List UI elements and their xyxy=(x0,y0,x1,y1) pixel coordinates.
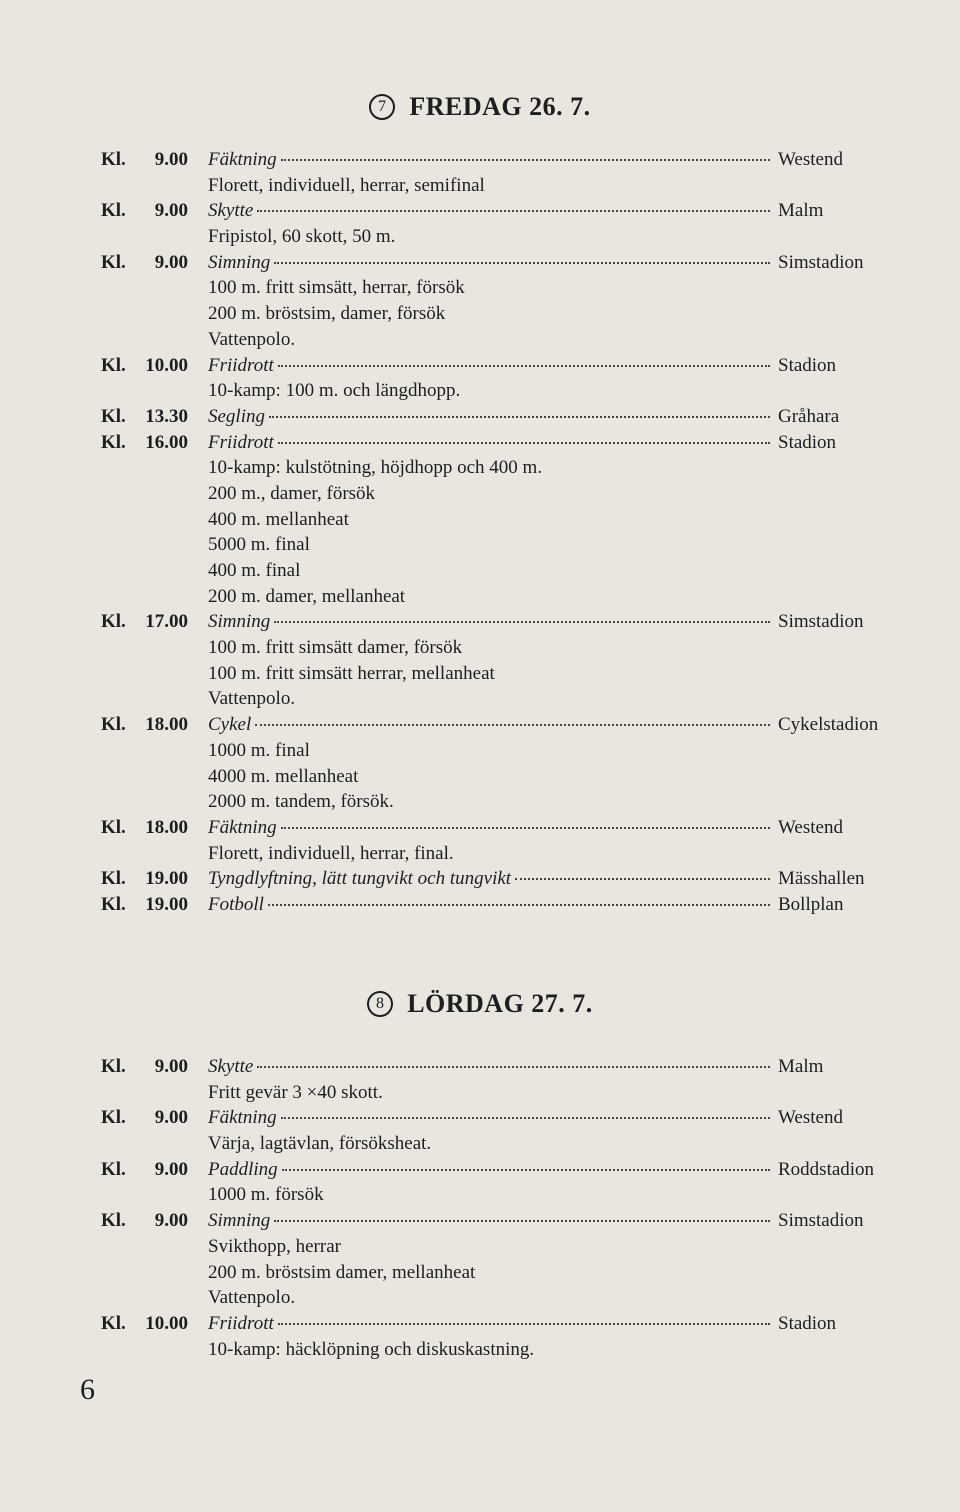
event-detail xyxy=(0,507,960,533)
venue-name: Bollplan xyxy=(778,893,844,915)
detail-text: Vattenpolo. xyxy=(208,1287,296,1309)
schedule-entry xyxy=(0,430,960,456)
venue-name: Simstadion xyxy=(778,611,864,633)
sport-line xyxy=(208,712,770,738)
event-detail xyxy=(0,481,960,507)
detail-text: Fritt gevär 3 ×40 skott. xyxy=(208,1081,383,1103)
sport-line xyxy=(208,430,770,456)
dot-leader xyxy=(274,1219,770,1222)
venue-name: Mässhallen xyxy=(778,868,865,890)
event-detail xyxy=(0,686,960,712)
dot-leader xyxy=(268,903,770,906)
event-time: 13.30 xyxy=(145,405,188,427)
event-detail xyxy=(0,789,960,815)
sport-line xyxy=(208,353,770,379)
venue-name: Malm xyxy=(778,1056,824,1077)
kl-label: Kl. xyxy=(101,1158,126,1180)
dot-leader xyxy=(282,1168,770,1171)
sport-name: Fäktning xyxy=(208,816,277,838)
detail-text: 400 m. final xyxy=(208,560,301,581)
venue-name: Westend xyxy=(778,149,843,170)
event-time: 9.00 xyxy=(154,1210,188,1232)
schedule-entry xyxy=(0,1105,960,1131)
venue-name: Westend xyxy=(778,1107,843,1129)
event-detail xyxy=(0,764,960,790)
venue-name: Stadion xyxy=(778,431,837,453)
schedule-entry xyxy=(0,712,960,738)
kl-label: Kl. xyxy=(101,611,126,633)
event-time: 9.00 xyxy=(154,251,188,273)
schedule-entry xyxy=(0,1157,960,1183)
sport-name: Simning xyxy=(208,251,271,273)
schedule-entry xyxy=(0,1208,960,1234)
event-time: 10.00 xyxy=(145,354,188,376)
sport-name: Friidrott xyxy=(208,354,274,376)
kl-label: Kl. xyxy=(101,714,126,736)
event-detail xyxy=(0,558,960,584)
event-detail xyxy=(0,738,960,764)
event-time: 16.00 xyxy=(145,431,188,453)
sport-line xyxy=(208,815,770,841)
event-detail xyxy=(0,301,960,327)
detail-text: Florett, individuell, herrar, semifinal xyxy=(208,174,485,196)
detail-text: 400 m. mellanheat xyxy=(208,508,349,530)
dot-leader xyxy=(257,209,770,212)
schedule-entry xyxy=(0,353,960,379)
detail-text: 100 m. fritt simsätt herrar, mellanheat xyxy=(208,662,495,684)
event-detail xyxy=(0,275,960,301)
sport-name: Skytte xyxy=(208,200,254,222)
event-time: 9.00 xyxy=(154,200,188,222)
event-time: 9.00 xyxy=(154,1107,188,1129)
detail-text: Fripistol, 60 skott, 50 m. xyxy=(208,226,396,248)
schedule-entry xyxy=(0,198,960,224)
event-detail xyxy=(0,532,960,558)
event-detail xyxy=(0,1285,960,1311)
kl-label: Kl. xyxy=(101,200,126,222)
event-time: 19.00 xyxy=(145,868,188,890)
event-time: 18.00 xyxy=(145,714,188,736)
event-detail xyxy=(0,327,960,353)
dot-leader xyxy=(274,261,770,264)
dot-leader xyxy=(281,826,770,829)
kl-label: Kl. xyxy=(101,1056,126,1077)
schedule-entry xyxy=(0,1311,960,1337)
dot-leader xyxy=(255,723,770,726)
event-detail xyxy=(0,1080,960,1106)
event-time: 9.00 xyxy=(154,1056,188,1077)
detail-text: 200 m. bröstsim damer, mellanheat xyxy=(208,1261,476,1283)
kl-label: Kl. xyxy=(101,431,126,453)
event-time: 10.00 xyxy=(145,1312,188,1334)
detail-text: 5000 m. final xyxy=(208,534,310,556)
dot-leader xyxy=(515,877,770,880)
venue-name: Malm xyxy=(778,200,824,222)
detail-text: Värja, lagtävlan, försöksheat. xyxy=(208,1133,432,1155)
event-detail xyxy=(0,1234,960,1260)
day-title: FREDAG 26. 7. xyxy=(409,92,591,121)
day-title: LÖRDAG 27. 7. xyxy=(407,989,593,1018)
event-detail xyxy=(0,1182,960,1208)
event-detail xyxy=(0,661,960,687)
dot-leader xyxy=(274,620,770,623)
event-detail xyxy=(0,635,960,661)
event-detail xyxy=(0,1131,960,1157)
venue-name: Stadion xyxy=(778,1312,837,1334)
detail-text: Vattenpolo. xyxy=(208,328,296,350)
venue-name: Cykelstadion xyxy=(778,714,879,736)
detail-text: 100 m. fritt simsätt damer, försök xyxy=(208,637,463,659)
sport-name: Segling xyxy=(208,405,265,427)
detail-text: 10-kamp: kulstötning, höjdhopp och 400 m. xyxy=(208,457,543,479)
sport-line xyxy=(208,892,770,918)
sport-line xyxy=(208,404,770,430)
detail-text: 200 m. bröstsim, damer, försök xyxy=(208,303,446,325)
sport-name: Skytte xyxy=(208,1056,254,1077)
sport-name: Simning xyxy=(208,611,271,633)
event-time: 19.00 xyxy=(145,893,188,915)
detail-text: Vattenpolo. xyxy=(208,688,296,710)
sport-line xyxy=(208,866,770,892)
venue-name: Gråhara xyxy=(778,405,840,427)
sport-name: Cykel xyxy=(208,714,252,736)
event-time: 9.00 xyxy=(154,149,188,170)
day-header-saturday xyxy=(0,989,960,1019)
kl-label: Kl. xyxy=(101,868,126,890)
detail-text: 200 m., damer, försök xyxy=(208,482,376,504)
sport-name: Fäktning xyxy=(208,1107,277,1129)
sport-name: Fotboll xyxy=(208,893,264,915)
kl-label: Kl. xyxy=(101,816,126,838)
event-detail xyxy=(0,378,960,404)
schedule-entry xyxy=(0,250,960,276)
detail-text: 4000 m. mellanheat xyxy=(208,765,359,787)
sport-line xyxy=(208,250,770,276)
schedule-entry xyxy=(0,147,960,173)
dot-leader xyxy=(281,1116,770,1119)
event-detail xyxy=(0,1260,960,1286)
detail-text: 1000 m. försök xyxy=(208,1184,324,1206)
kl-label: Kl. xyxy=(101,1210,126,1232)
dot-leader xyxy=(281,158,770,161)
dot-leader xyxy=(278,1322,770,1325)
sport-line xyxy=(208,1208,770,1234)
detail-text: 1000 m. final xyxy=(208,739,310,761)
sport-line xyxy=(208,198,770,224)
schedule-saturday xyxy=(0,1054,960,1362)
detail-text: 10-kamp: 100 m. och längdhopp. xyxy=(208,380,461,402)
day-number-circle: 8 xyxy=(367,991,393,1017)
schedule-entry xyxy=(0,815,960,841)
schedule-entry xyxy=(0,892,960,918)
sport-line xyxy=(208,1311,770,1337)
schedule-friday xyxy=(0,147,960,918)
venue-name: Simstadion xyxy=(778,251,864,273)
kl-label: Kl. xyxy=(101,1107,126,1129)
sport-line xyxy=(208,1105,770,1131)
detail-text: Svikthopp, herrar xyxy=(208,1235,341,1257)
schedule-entry xyxy=(0,404,960,430)
detail-text: 2000 m. tandem, försök. xyxy=(208,791,394,813)
detail-text: Florett, individuell, herrar, final. xyxy=(208,842,454,864)
sport-name: Fäktning xyxy=(208,149,277,170)
dot-leader xyxy=(269,415,770,418)
event-time: 17.00 xyxy=(145,611,188,633)
venue-name: Simstadion xyxy=(778,1210,864,1232)
day-number-circle: 7 xyxy=(369,94,395,120)
dot-leader xyxy=(278,364,770,367)
sport-line xyxy=(208,147,770,173)
sport-name: Tyngdlyftning, lätt tungvikt och tungvikt xyxy=(208,868,512,890)
dot-leader xyxy=(257,1065,770,1068)
sport-line xyxy=(208,1157,770,1183)
schedule-entry xyxy=(0,609,960,635)
sport-name: Friidrott xyxy=(208,431,274,453)
kl-label: Kl. xyxy=(101,893,126,915)
kl-label: Kl. xyxy=(101,354,126,376)
kl-label: Kl. xyxy=(101,405,126,427)
sport-name: Simning xyxy=(208,1210,271,1232)
detail-text: 10-kamp: häcklöpning och diskuskastning. xyxy=(208,1338,535,1360)
sport-name: Paddling xyxy=(208,1158,278,1180)
sport-name: Friidrott xyxy=(208,1312,274,1334)
event-detail xyxy=(0,455,960,481)
detail-text: 100 m. fritt simsätt, herrar, försök xyxy=(208,277,465,299)
kl-label: Kl. xyxy=(101,251,126,273)
venue-name: Stadion xyxy=(778,354,837,376)
event-detail xyxy=(0,1337,960,1363)
page-number: 6 xyxy=(80,1373,95,1406)
dot-leader xyxy=(278,441,770,444)
event-detail xyxy=(0,173,960,199)
kl-label: Kl. xyxy=(101,149,126,170)
event-time: 18.00 xyxy=(145,816,188,838)
event-detail xyxy=(0,224,960,250)
day-header-friday xyxy=(0,92,960,122)
event-detail xyxy=(0,584,960,610)
kl-label: Kl. xyxy=(101,1312,126,1334)
event-detail xyxy=(0,841,960,867)
venue-name: Roddstadion xyxy=(778,1158,875,1180)
schedule-entry xyxy=(0,1054,960,1080)
event-time: 9.00 xyxy=(154,1158,188,1180)
schedule-entry xyxy=(0,866,960,892)
sport-line xyxy=(208,609,770,635)
detail-text: 200 m. damer, mellanheat xyxy=(208,585,406,607)
venue-name: Westend xyxy=(778,816,843,838)
sport-line xyxy=(208,1054,770,1080)
